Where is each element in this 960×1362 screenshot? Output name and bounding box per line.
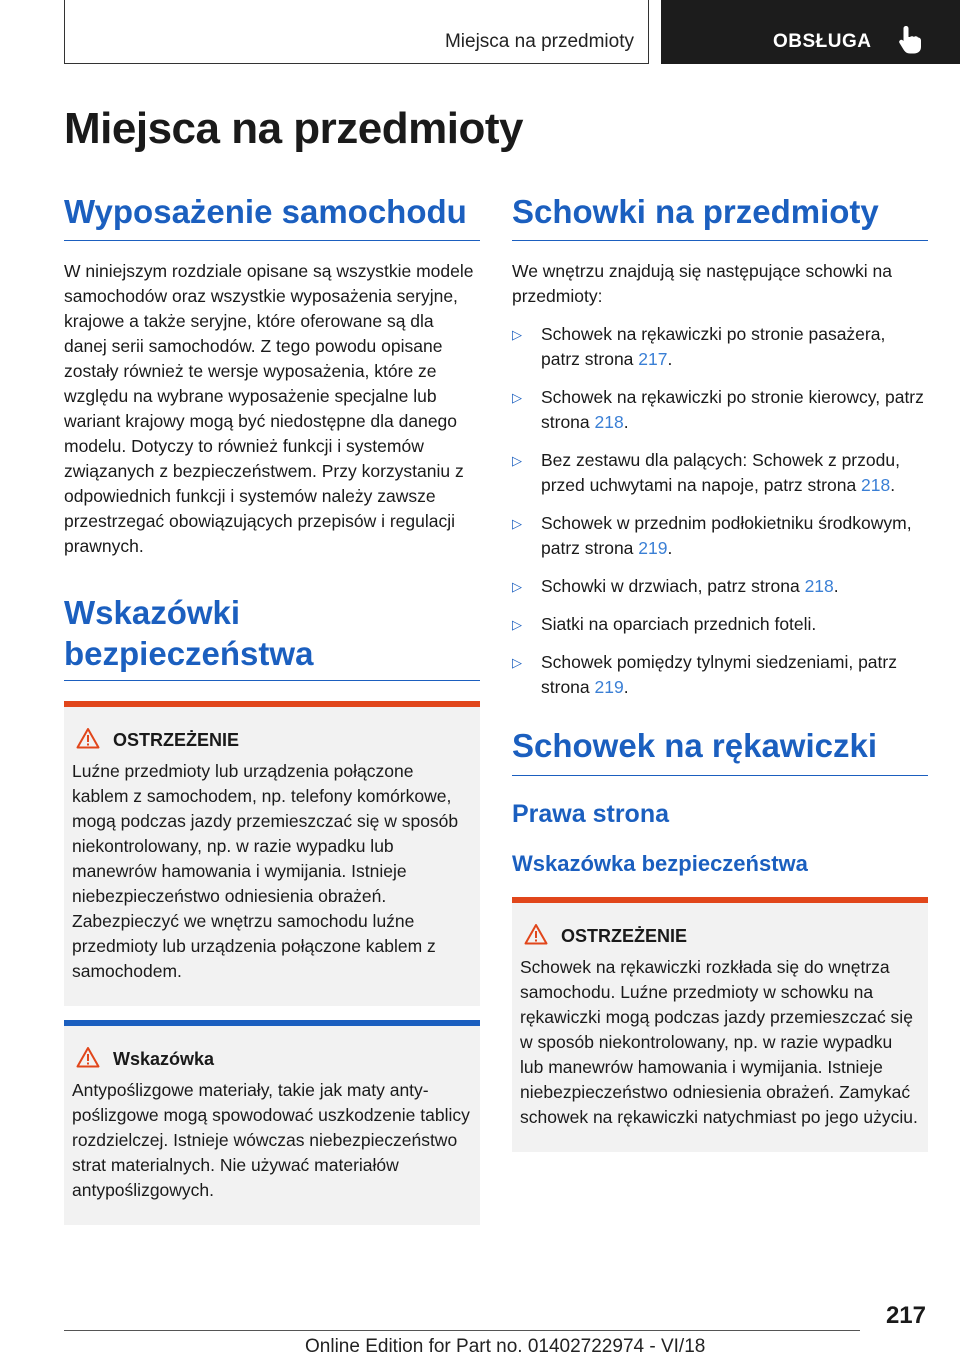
page-reference-link[interactable]: 218 [804, 576, 834, 597]
page-reference-link[interactable]: 217 [638, 349, 668, 370]
page-reference-link[interactable]: 218 [594, 412, 624, 433]
note-box [64, 1020, 480, 1225]
section-heading-safety: Wskazówki bezpieczeństwa [64, 593, 480, 681]
warning-header [522, 925, 920, 947]
list-item: ▷ Schowki w drzwiach, patrz strona 218. [512, 574, 928, 599]
triangle-bullet-icon: ▷ [512, 655, 522, 671]
page-reference-link[interactable]: 219 [638, 538, 668, 559]
section-heading-storage: Schowki na przedmioty [512, 192, 928, 241]
warning-text: Schowek na rękawiczki rozkłada się do wnętrza samochodu. Luźne przedmioty w schowku na rękawiczki mogą podczas jazdy przemieszczać się w sposób niekontrolowany, np. w razie wypadku lub manewrów hamowania i wymijania. Istnieje niebezpieczeństwo odniesienia obrażeń. Zamykać schowek na rękawiczki natychmiast po jego użyciu. [520, 956, 918, 1127]
note-header [74, 1048, 472, 1070]
page-number: 217 [885, 1302, 926, 1329]
triangle-bullet-icon: ▷ [512, 516, 522, 532]
list-item: ▷ Schowek na rękawiczki po stronie kierowcy, patrz strona 218. [512, 387, 924, 433]
list-item: ▷ Schowek w przednim podłokietniku środkowym, patrz strona 219. [512, 513, 912, 559]
warning-triangle-icon [76, 1046, 100, 1068]
warning-triangle-icon [76, 727, 100, 749]
triangle-bullet-icon: ▷ [512, 327, 522, 343]
chapter-tab-label: Miejsca na przedmioty [444, 31, 634, 52]
warning-triangle-icon [524, 923, 548, 945]
storage-intro: We wnętrzu znajdują się następujące schowki na przedmioty: [512, 261, 893, 307]
triangle-bullet-icon: ▷ [512, 617, 522, 633]
section-tab-label: OBSŁUGA [773, 31, 872, 52]
warning-header [74, 729, 472, 751]
list-item: ▷ Schowek pomiędzy tylnymi siedzeniami, patrz strona 219. [512, 652, 897, 698]
warning-label: OSTRZEŻENIE [113, 729, 240, 750]
page-title: Miejsca na przedmioty [64, 104, 523, 153]
chapter-tab [64, 0, 649, 64]
warning-box [512, 897, 928, 1152]
subheading-safety-note: Wskazówka bezpieczeństwa [512, 850, 808, 876]
right-column [512, 192, 928, 1152]
footer-edition-text: Online Edition for Part no. 01402722974 - VI/18 [305, 1336, 706, 1357]
page-reference-link[interactable]: 218 [861, 475, 891, 496]
list-item: ▷ Siatki na oparciach przednich foteli. [512, 612, 928, 637]
list-item: ▷ Bez zestawu dla palących: Schowek z przodu, przed uchwytami na napoje, patrz strona 218. [512, 450, 900, 496]
triangle-bullet-icon: ▷ [512, 390, 522, 406]
note-text: Antypoślizgowe materiały, takie jak maty antypoślizgowe mogą spowodować uszkodzenie tablicy rozdzielczej. Istnieje wówczas niebezpieczeństwo strat materialnych. Nie używać materiałów antypoślizgowych. [72, 1079, 470, 1200]
triangle-bullet-icon: ▷ [512, 453, 522, 469]
pointing-hand-icon [897, 24, 923, 54]
section-heading-equipment: Wyposażenie samochodu [64, 192, 480, 241]
equipment-paragraph: W niniejszym rozdziale opisane są wszystkie modele samochodów oraz wszystkie wyposażenia seryjne, krajowe a także seryjne, które oferowane są dla danej serii samochodów. Z tego powodu opisane zostały również te wersje wyposażenia, które ze względu na wybrane wyposażenie specjalne lub wariant krajowy mogą być niedostępne dla danego modelu. Dotyczy to również funkcji i systemów związanych z bezpieczeństwem. Przy korzystaniu z odpowiednich funkcji i systemów należy zawsze przestrzegać obowiązujących przepisów i regulacji prawnych. [64, 261, 474, 557]
triangle-bullet-icon: ▷ [512, 579, 522, 595]
list-item: ▷ Schowek na rękawiczki po stronie pasażera, patrz strona 217. [512, 324, 886, 370]
warning-text: Luźne przedmioty lub urządzenia połączone kablem z samochodem, np. telefony komórkowe, mogą podczas jazdy przemieszczać się w sposób niekontrolowany, np. w razie wypadku lub manewrów hamowania i wymijania. Istnieje niebezpieczeństwo odniesienia obrażeń. Zabezpieczyć we wnętrzu samochodu luźne przedmioty lub urządzenia połączone kablem z samochodem. [72, 760, 459, 981]
section-heading-glovebox: Schowek na rękawiczki [512, 726, 928, 775]
warning-box [64, 701, 480, 1006]
page-reference-link[interactable]: 219 [594, 677, 624, 698]
storage-list [512, 322, 928, 700]
footer-divider [64, 1330, 860, 1331]
left-column [64, 192, 480, 1225]
note-label: Wskazówka [113, 1048, 215, 1069]
subheading-right-side: Prawa strona [512, 799, 670, 828]
warning-label: OSTRZEŻENIE [561, 925, 688, 946]
section-tab [661, 0, 960, 64]
